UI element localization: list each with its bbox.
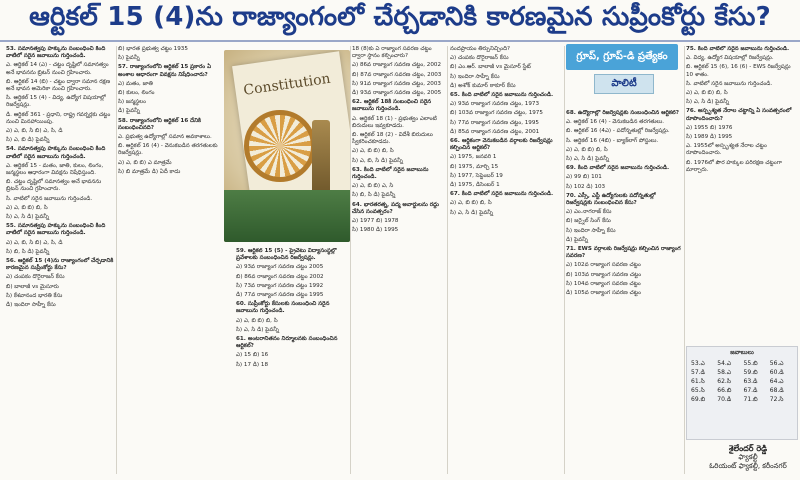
question-line: సి) 17 డి) 18	[236, 361, 269, 368]
question-line: ఎ) ఎ, బి బి) బి, సి	[6, 204, 48, 211]
answer-item: 71.బి	[743, 396, 758, 403]
question-line: 58. రాజ్యాంగంలోని ఆర్టికల్ 16 దేనికి సంబంధించినది?	[118, 117, 201, 131]
answer-item: 54.ఎ	[717, 360, 732, 367]
answer-item: 57.డి	[691, 369, 705, 376]
question-line: సి) ఇందిరా సాహ్నీ కేసు	[450, 73, 500, 80]
question-line: ఎ) ఎ, బి బి) బి, సి	[566, 146, 608, 153]
question-line: డి) 93వ రాజ్యాంగ సవరణ చట్టం, 2005	[352, 90, 442, 97]
question-line: బి) ఎం.ఆర్. బాలాజీ vs మైసూర్ స్టేట్	[450, 64, 531, 71]
headline: ఆర్టికల్ 15 (4)ను రాజ్యాంగంలో చేర్చడానికి కారణమైన సుప్రీంకోర్టు కేసు?	[29, 2, 771, 32]
constitution-illustration	[224, 50, 350, 242]
answer-item: 60.డి	[769, 369, 784, 376]
question-line: సి) 1980 డి) 1995	[352, 227, 399, 234]
question-line: బి) జర్నైల్ సింగ్ కేసు	[566, 218, 611, 225]
question-line: సి) కేశవానంద భారతి కేసు	[6, 292, 63, 299]
question-line: బి) 1975, మార్చి 15	[450, 163, 499, 170]
question-line: ఎ) ఎ, బి బి) బి, సి	[450, 200, 492, 207]
question-line: సి) ఎ, బి డి) పైవన్నీ	[6, 137, 50, 144]
question-line: బి. ఆర్టికల్ 16 (4ఎ) - పదోన్నతుల్లో రిజర్వేషన్లు.	[566, 128, 670, 135]
column-divider	[350, 46, 351, 474]
question-line: ఎ. ఆర్టికల్ 15 - మతం, జాతి, కులం, లింగం, జన్మస్థలం ఆధారంగా వివక్షను నిషేధిస్తుంది.	[6, 162, 104, 177]
section-tag: గ్రూప్, గ్రూప్-డి ప్రత్యేకం	[566, 44, 678, 70]
question-line: బి) 86వ రాజ్యాంగ సవరణ చట్టం 2002	[236, 273, 324, 280]
question-line: సి) 104వ రాజ్యాంగ సవరణ చట్టం	[566, 280, 641, 287]
question-line: ఎ) ఎ, బి బి) బి, సి	[686, 90, 728, 97]
answer-item: 70.డి	[717, 396, 732, 403]
question-line: 64. భారతరత్న, పద్మ అవార్డులను రద్దు చేసిన సంవత్సరం?	[352, 201, 439, 215]
question-line: 75. కింది వాటిలో సరైన జవాబును గుర్తించండి.	[686, 46, 790, 52]
question-line: 67. కింది వాటిలో సరైన జవాబును గుర్తించండి.	[450, 191, 554, 198]
question-line: ఎ) చంపకం దొరైరాజన్ కేసు	[6, 274, 65, 281]
author-place: ఓరియంట్ ఫ్యాకల్టీ, కరీంనగర్	[709, 462, 787, 470]
question-line: ఎ) 86వ రాజ్యాంగ సవరణ చట్టం, 2002	[352, 62, 442, 69]
question-line: ఎ) చంపకం దొరైరాజన్ కేసు	[450, 55, 509, 62]
question-line: ఎ) 1975, జనవరి 1	[450, 154, 497, 161]
question-line: బి. 1976లో పౌర హక్కుల పరిరక్షణ చట్టంగా మార్చారు.	[686, 159, 782, 173]
question-line: ఎ) ఎ, బి బి) ఎ, సి	[352, 183, 394, 190]
question-line: ఎ) ఎ, బి బి) బి, సి	[352, 148, 394, 155]
column-divider	[116, 46, 117, 474]
answer-item: 64.ఎ	[769, 378, 784, 385]
question-line: సి) ఎ, సి డి) పైవన్నీ	[686, 99, 730, 106]
question-line: 54. సమానత్వపు హక్కును సంబంధించి కింది వాటిలో సరైన జవాబును గుర్తించండి.	[6, 146, 106, 160]
question-line: ఎ) 93వ రాజ్యాంగ సవరణ చట్టం 2005	[236, 264, 324, 271]
answer-item: 65.సి	[691, 387, 705, 394]
question-line: సి) ఎ, సి డి) పైవన్నీ	[6, 214, 50, 221]
question-line: సి) ఎ, సి డి) పైవన్నీ	[236, 326, 280, 333]
question-line: 66. ఆర్థికంగా వెనుకబడిన వర్గాలకు రిజర్వేషన్లు కల్పించిన ఆర్టికల్?	[450, 138, 553, 152]
answer-item: 62.సి	[717, 378, 732, 385]
question-line: డి) 85వ రాజ్యాంగ సవరణ చట్టం, 2001	[450, 128, 540, 135]
question-line: ఎ) మతం, జాతి	[118, 80, 153, 87]
question-line: ఎ) ఎ, బి, సి బి) ఎ, సి, డి	[6, 239, 63, 246]
question-line: సి) 102 డి) 103	[566, 183, 606, 190]
question-line: 57. రాజ్యాంగంలోని ఆర్టికల్ 15 ప్రకారం ఏ అంశాల ఆధారంగా వివక్షను నిషేధించారు?	[118, 64, 212, 78]
question-line: ఎ. ఆర్టికల్ 14 (ఎ) - చట్టం దృష్టిలో సమానత్వం అనే భావనను బ్రిటన్ నుంచి గ్రహించారు.	[6, 62, 109, 76]
question-line: ఎ) 102వ రాజ్యాంగ సవరణ చట్టం	[566, 262, 641, 269]
question-line: 59. ఆర్టికల్ 15 (5) - ప్రైవేటు విద్యాసంస్థల్లో ప్రవేశాలకు సంబంధించిన రిజర్వేషన్లు.	[236, 248, 337, 262]
question-line: సి) 1977, సెప్టెంబర్ 19	[450, 172, 503, 179]
answer-item: 68.డి	[769, 387, 784, 394]
question-line: 76. అస్పృశ్యత నేరాల చట్టాన్ని ఏ సంవత్సరంలో రూపొందించారు?	[686, 108, 792, 122]
question-line: సి) 1989 డి) 1995	[686, 134, 733, 141]
question-line: బి) 87వ రాజ్యాంగ సవరణ చట్టం, 2003	[352, 71, 442, 78]
question-line: 62. ఆర్టికల్ 18కి సంబంధించి సరైన జవాబును గుర్తించండి.	[352, 99, 432, 113]
question-line: సి. వాటిలో సరైన జవాబును గుర్తించండి.	[686, 80, 773, 87]
column-divider	[684, 46, 685, 474]
author-name: శైలేందర్ రెడ్డి	[729, 444, 767, 453]
question-line: సి) 91వ రాజ్యాంగ సవరణ చట్టం, 2003	[352, 80, 441, 87]
question-line: బి) బాలాజీ vs మైసూరు	[6, 283, 59, 290]
question-line: డి) ఇందిరా సాహ్నీ కేసు	[6, 302, 56, 309]
question-line: సి. ఆర్టికల్ 15 (4) - విద్య, ఉద్యోగ విషయాల్లో రిజర్వేషన్లు.	[6, 95, 106, 109]
answer-item: 61.సి	[691, 378, 705, 385]
question-line: డి) పైవన్నీ	[118, 108, 140, 115]
answer-item: 53.ఎ	[691, 360, 705, 367]
question-line: ఎ) 1955 బి) 1976	[686, 124, 733, 131]
question-line: బి. ఆర్టికల్ 16 (4) - వెనుకబడిన తరగతులకు రిజర్వేషన్లు.	[118, 143, 218, 157]
answers-title: జవాబులు	[730, 349, 754, 356]
column-2	[118, 46, 222, 236]
question-line: ఎ) ఎం.నాగరాజ్ కేసు	[566, 209, 612, 216]
question-line: నందప్రాయం తీర్పునిచ్చింది?	[450, 46, 510, 52]
answer-item: 55.బి	[743, 360, 758, 367]
question-line: సి) ఎ, సి డి) పైవన్నీ	[566, 156, 610, 163]
column-3	[236, 248, 348, 474]
question-line: సి. ఆర్టికల్ 16 (4బి) - బ్యాక్‌లాగ్ పోస్టులు.	[566, 137, 659, 144]
question-line: 18 (8)కు ఏ రాజ్యాంగ సవరణ చట్టం ద్వారా స్థానం కల్పించారు?	[352, 46, 432, 60]
question-line: డి) అశోక్ కుమార్ ఠాకూర్ కేసు	[450, 82, 516, 89]
question-line: ఎ) ఎ, బి, సి బి) ఎ, సి, డి	[6, 128, 63, 135]
question-line: బి) 103వ రాజ్యాంగ సవరణ చట్టం, 1975	[450, 110, 543, 117]
image-text: Constitution	[242, 70, 332, 99]
question-line: 55. సమానత్వపు హక్కును సంబంధించి కింది వాటిలో సరైన జవాబును గుర్తించండి.	[6, 223, 106, 237]
question-line: బి. ఆర్టికల్ 14 (బి) - చట్టం ద్వారా సమాన రక్షణ అనే భావన అమెరికా నుంచి గ్రహించారు.	[6, 78, 111, 93]
question-line: బి. చట్టం దృష్టిలో సమానత్వం అనే భావనను బ్రిటన్ నుంచి గ్రహించారు.	[6, 179, 102, 193]
question-line: ఎ) 15 బి) 16	[236, 352, 269, 359]
ashoka-chakra-icon	[244, 110, 316, 182]
answer-item: 58.ఎ	[717, 369, 732, 376]
question-line: బి) కులం, లింగం	[118, 90, 155, 97]
question-line: డి) 1975, డిసెంబర్ 1	[450, 182, 500, 189]
question-line: 71. EWS వర్గాలకు రిజర్వేషన్లు కల్పించిన రాజ్యాంగ సవరణ?	[566, 246, 681, 260]
question-line: 56. ఆర్టికల్ 15 (4)ను రాజ్యాంగంలో చేర్చడానికి కారణమైన సుప్రీంకోర్టు కేసు?	[6, 258, 114, 272]
column-7	[686, 46, 794, 340]
question-line: ఎ) 93వ రాజ్యాంగ సవరణ చట్టం, 1973	[450, 101, 540, 108]
question-line: సి) బి మాత్రమే డి) ఏదీ కాదు	[118, 168, 181, 175]
question-line: బి. ఆర్టికల్ 18 (2) - విదేశీ బిరుదులు స్వీకరించకూడదు.	[352, 132, 433, 146]
answer-item: 72.సి	[769, 396, 784, 403]
author-title: ఫ్యాకల్టీ	[738, 453, 758, 461]
headline-rule	[0, 40, 800, 42]
question-line: డి. ఆర్టికల్ 361 - ప్రధాని, రాష్ట్ర గవర్నర్లకు చట్టం నుంచి మినహాయింపు.	[6, 111, 111, 125]
question-line: సి) ఇందిరా సాహ్నీ కేసు	[566, 227, 616, 234]
column-6	[566, 110, 682, 474]
question-line: సి) ఎ, సి డి) పైవన్నీ	[450, 209, 494, 216]
question-line: సి) ఎ, బి, సి డి) పైవన్నీ	[352, 157, 403, 164]
question-line: 69. కింది వాటిలో సరైన జవాబును గుర్తించండి.	[566, 165, 670, 172]
question-line: ఎ) 99 బి) 101	[566, 174, 602, 181]
answer-item: 66.బి	[717, 387, 732, 394]
column-5	[450, 46, 562, 474]
question-line: సి) పైవన్నీ	[118, 55, 140, 62]
question-line: ఎ. ప్రభుత్వ ఉద్యోగాల్లో సమాన అవకాశాలు.	[118, 134, 212, 141]
question-line: బి) 103వ రాజ్యాంగ సవరణ చట్టం	[566, 271, 642, 278]
question-line: బి) భారత ప్రభుత్వ చట్టం 1935	[118, 46, 188, 52]
question-line: డి) 77వ రాజ్యాంగ సవరణ చట్టం 1995	[236, 292, 324, 299]
question-line: 60. సుప్రీంకోర్టు కేసులకు సంబంధించి సరైన జవాబును గుర్తించండి.	[236, 301, 330, 315]
answers-grid	[687, 357, 797, 407]
answer-item: 63.డి	[743, 378, 758, 385]
column-divider	[447, 46, 448, 474]
question-line: ఎ. 1955లో అస్పృశ్యత నేరాల చట్టం రూపొందించారు.	[686, 143, 767, 157]
question-line: సి) 73వ రాజ్యాంగ సవరణ చట్టం 1992	[236, 282, 324, 289]
question-line: 63. కింది వాటిలో సరైన జవాబును గుర్తించండి.	[352, 166, 429, 181]
justice-scale-icon	[312, 120, 330, 200]
question-line: డి) 105వ రాజ్యాంగ సవరణ చట్టం	[566, 290, 641, 297]
question-line: డి) పైవన్నీ	[566, 236, 588, 243]
question-line: 65. కింది వాటిలో సరైన జవాబును గుర్తించండి.	[450, 92, 554, 99]
question-line: 70. ఎస్సీ, ఎస్టీ ఉద్యోగులకు పదోన్నతుల్లో రిజర్వేషన్లకు సంబంధించిన కేసు?	[566, 192, 656, 207]
answer-item: 67.డి	[743, 387, 758, 394]
answer-item: 69.బి	[691, 396, 706, 403]
question-line: ఎ. విద్య, ఉద్యోగ విషయాల్లో రిజర్వేషన్లు.	[686, 55, 774, 62]
green-base	[224, 190, 350, 242]
question-line: సి) జన్మస్థలం	[118, 99, 146, 106]
question-line: 61. అంటరానితనం నిర్మూలనకు సంబంధించిన ఆర్టికల్?	[236, 336, 338, 350]
question-line: 53. సమానత్వపు హక్కును సంబంధించి కింది వాటిలో సరైన జవాబును గుర్తించండి.	[6, 46, 106, 60]
column-4	[352, 46, 444, 474]
question-line: ఎ) ఎ, బి బి) ఎ మాత్రమే	[118, 159, 172, 166]
question-line: ఎ) ఎ, బి బి) బి, సి	[236, 317, 278, 324]
question-line: సి) బి, సి డి) పైవన్నీ	[6, 248, 50, 255]
answer-item: 59.బి	[743, 369, 758, 376]
answer-item: 56.ఎ	[769, 360, 784, 367]
column-1	[6, 46, 114, 474]
question-line: సి) బి, సి డి) పైవన్నీ	[352, 192, 396, 199]
question-line: ఎ. ఆర్టికల్ 16 (4) - వెనుకబడిన తరగతులు.	[566, 119, 665, 126]
subject-badge: పాలిటీ	[594, 74, 654, 94]
question-line: ఎ) 1977 బి) 1978	[352, 218, 399, 225]
answers-box	[686, 346, 798, 440]
question-line: సి) 77వ రాజ్యాంగ సవరణ చట్టం, 1995	[450, 119, 539, 126]
author-block	[700, 444, 796, 471]
question-line: సి. వాటిలో సరైన జవాబును గుర్తించండి.	[6, 195, 93, 202]
question-line: 68. ఉద్యోగాల్లో రిజర్వేషన్లకు సంబంధించిన ఆర్టికల్?	[566, 110, 680, 116]
column-divider	[564, 46, 565, 474]
question-line: బి. ఆర్టికల్ 15 (6), 16 (6) - EWS రిజర్వేషన్లు 10 శాతం.	[686, 64, 791, 78]
question-line: ఎ. ఆర్టికల్ 18 (1) - ప్రభుత్వం ఎలాంటి బిరుదులు ఇవ్వకూడదు.	[352, 115, 437, 129]
